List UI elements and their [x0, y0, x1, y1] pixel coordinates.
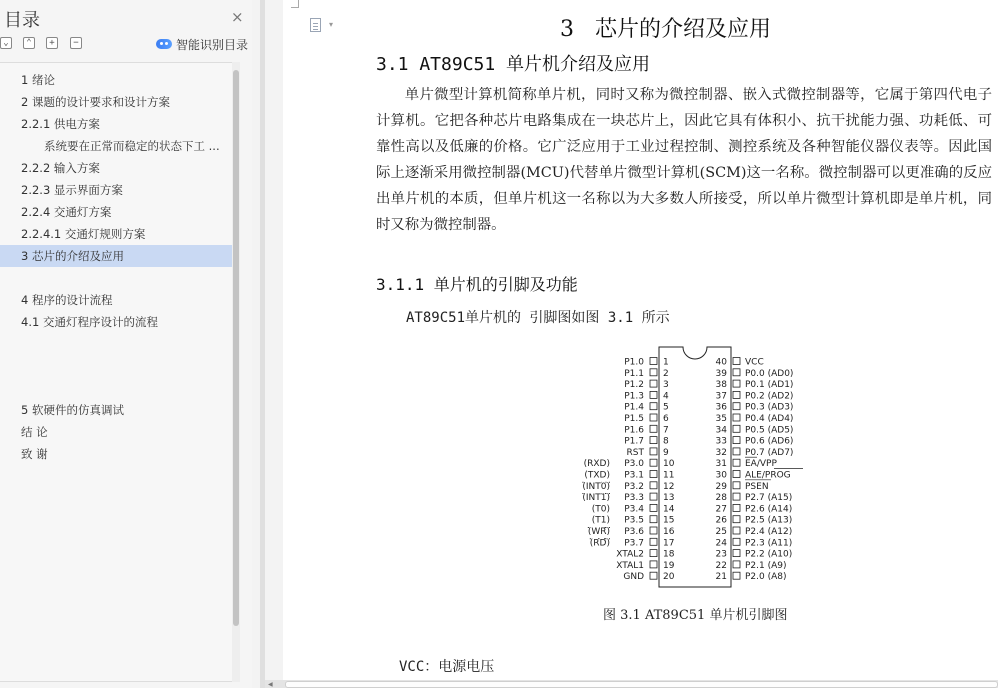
pin-pad: [650, 538, 657, 545]
pin-label: RST: [626, 447, 644, 458]
pinout-svg: [566, 343, 820, 591]
pin-number: 40: [715, 357, 727, 368]
pin-pad: [650, 380, 657, 387]
pin-number: 8: [663, 436, 669, 447]
pin-label: P3.0: [624, 459, 644, 470]
pin-pad: [733, 572, 740, 579]
pin-label: P1.0: [624, 357, 644, 368]
pin-number: 1: [663, 357, 669, 368]
toc-item[interactable]: 2.2.3 显示界面方案: [21, 183, 123, 197]
pin-pad: [650, 369, 657, 376]
pin-pad: [650, 504, 657, 511]
pin-number: 29: [715, 481, 727, 492]
pin-number: 26: [715, 515, 727, 526]
pin-label: P1.1: [624, 368, 644, 379]
pin-number: 2: [663, 368, 669, 379]
pin-label: P3.1: [624, 470, 644, 481]
figure-intro-text: AT89C51单片机的 引脚图如图 3.1 所示: [406, 310, 670, 326]
add-heading-icon[interactable]: +: [46, 37, 58, 49]
toc-item[interactable]: 2.2.1 供电方案: [21, 117, 100, 131]
heading-level-1: 3 芯片的介绍及应用: [560, 17, 771, 42]
scroll-left-arrow-icon[interactable]: ◀: [268, 681, 273, 688]
pin-alt-function: (INT1): [582, 493, 610, 504]
pin-pad: [733, 369, 740, 376]
pin-number: 9: [663, 447, 669, 458]
toc-item[interactable]: 5 软硬件的仿真调试: [21, 403, 124, 417]
pin-number: 11: [663, 470, 675, 481]
pin-pad: [733, 425, 740, 432]
pin-label: P0.0 (AD0): [745, 368, 794, 379]
pin-label: VCC: [745, 357, 764, 368]
pin-number: 36: [715, 402, 727, 413]
pin-pad: [650, 550, 657, 557]
pin-pad: [733, 482, 740, 489]
pin-alt-function: (RXD): [583, 459, 610, 470]
pin-number: 10: [663, 459, 675, 470]
heading-level-3: 3.1.1 单片机的引脚及功能: [376, 275, 578, 294]
pin-number: 23: [715, 549, 727, 560]
toc-item[interactable]: 2.2.4 交通灯方案: [21, 205, 112, 219]
pin-label: P1.5: [624, 414, 644, 424]
pin-number: 33: [715, 436, 727, 447]
figure-caption: 图 3.1 AT89C51 单片机引脚图: [603, 608, 788, 623]
pin-number: 35: [715, 414, 727, 424]
smart-toc-button[interactable]: [156, 35, 248, 53]
pin-number: 5: [663, 402, 669, 413]
body-paragraph: 单片微型计算机简称单片机，同时又称为微控制器、嵌入式微控制器等，它属于第四代电子计算机。它把各种芯片电路集成在一块芯片上，因此它具有体积小、抗干扰能力强、功耗低、可靠性高以及低廉的价格。它广泛应用于工业过程控制、测控系统及各种智能仪器仪表等。因此国际上逐渐采用微控制器(MCU)代替单片微型计算机(SCM)这一名称。微控制器可以更准确的反应出单片机的本质，但单片机这一名称以为大多数人所接受，所以单片微型计算机即是单片机，同时又称为微控制器。: [376, 87, 992, 233]
pin-label: P1.3: [624, 391, 644, 402]
pin-number: 14: [663, 504, 675, 515]
pin-number: 16: [663, 527, 675, 537]
pin-pad: [650, 459, 657, 466]
page-margin-corner-mark: [291, 0, 299, 8]
toc-item[interactable]: 致 谢: [21, 447, 48, 461]
vcc-description: VCC：电源电压: [399, 659, 495, 675]
pin-pad: [650, 414, 657, 421]
chevron-down-icon[interactable]: ▾: [329, 20, 334, 29]
pin-label: GND: [623, 572, 644, 583]
pin-pad: [650, 358, 657, 365]
pin-pad: [650, 493, 657, 500]
close-icon[interactable]: ×: [231, 8, 244, 26]
pin-number: 17: [663, 538, 675, 549]
document-icon[interactable]: [310, 18, 321, 32]
toc-item[interactable]: 4.1 交通灯程序设计的流程: [21, 315, 158, 329]
pin-pad: [733, 550, 740, 557]
pin-number: 20: [663, 572, 675, 583]
pin-label: P0.7 (AD7): [745, 447, 794, 458]
pin-number: 21: [715, 572, 727, 583]
pin-pad: [733, 459, 740, 466]
pin-number: 22: [715, 560, 727, 571]
pin-alt-function: (INT0): [582, 481, 610, 492]
pin-label: EA/VPP: [745, 459, 777, 470]
pin-pad: [733, 527, 740, 534]
pin-number: 39: [715, 368, 727, 379]
pin-number: 34: [715, 425, 727, 436]
pin-number: 13: [663, 493, 675, 504]
pin-label: P2.6 (A14): [745, 504, 793, 515]
toc-item[interactable]: 2.2.4.1 交通灯规则方案: [21, 227, 146, 241]
pin-label: PSEN: [745, 481, 769, 492]
pin-pad: [650, 527, 657, 534]
toc-list: [0, 62, 236, 682]
pin-label: P3.7: [624, 538, 644, 549]
pin-label: P3.3: [624, 493, 644, 504]
pin-pad: [650, 482, 657, 489]
pin-pad: [650, 448, 657, 455]
pin-pad: [733, 504, 740, 511]
pin-alt-function: (TXD): [584, 470, 610, 481]
pin-label: P1.6: [624, 425, 644, 436]
pin-label: P2.0 (A8): [745, 572, 787, 583]
outline-title: 目录: [4, 10, 40, 31]
pin-pad: [733, 380, 740, 387]
pin-label: P2.1 (A9): [745, 560, 787, 571]
pin-pad: [650, 572, 657, 579]
pin-number: 25: [715, 527, 727, 537]
toc-item[interactable]: 结 论: [21, 425, 48, 439]
pin-pad: [733, 391, 740, 398]
pin-number: 6: [663, 414, 669, 424]
pin-label: P2.5 (A13): [745, 515, 793, 526]
remove-heading-icon[interactable]: −: [70, 37, 82, 49]
pin-label: P1.4: [624, 402, 644, 413]
pin-pad: [733, 448, 740, 455]
pin-pad: [650, 516, 657, 523]
outline-panel: [0, 0, 252, 688]
pin-number: 38: [715, 380, 727, 391]
pin-label: P0.5 (AD5): [745, 425, 794, 436]
pin-label: P0.3 (AD3): [745, 402, 794, 413]
pin-label: ALE/PROG: [745, 470, 791, 481]
pin-pad: [733, 516, 740, 523]
toc-scrollbar-thumb[interactable]: [233, 70, 239, 626]
ai-robot-icon: [156, 39, 172, 49]
pin-pad: [733, 471, 740, 478]
pin-alt-function: (T1): [591, 515, 610, 526]
toc-item[interactable]: 系统要在正常而稳定的状态下工 ...: [44, 139, 220, 153]
toc-item[interactable]: 4 程序的设计流程: [21, 293, 113, 307]
pin-number: 24: [715, 538, 727, 549]
pin-number: 4: [663, 391, 669, 402]
pin-pad: [733, 561, 740, 568]
heading-level-2: 3.1 AT89C51 单片机介绍及应用: [376, 54, 651, 75]
pin-number: 15: [663, 515, 675, 526]
pin-number: 30: [715, 470, 727, 481]
pin-label: P2.3 (A11): [745, 538, 793, 549]
pin-number: 37: [715, 391, 727, 402]
pin-label: XTAL2: [616, 549, 644, 560]
pin-pad: [650, 471, 657, 478]
pin-number: 12: [663, 481, 675, 492]
pin-pad: [733, 437, 740, 444]
pin-pad: [650, 403, 657, 410]
pin-label: P0.6 (AD6): [745, 436, 794, 447]
pin-alt-function: (RD): [589, 538, 610, 549]
toc-item[interactable]: 1 绪论: [21, 73, 55, 87]
pin-label: P3.5: [624, 515, 644, 526]
pin-pad: [733, 358, 740, 365]
pin-pad: [650, 561, 657, 568]
toc-item[interactable]: 2.2.2 输入方案: [21, 161, 100, 175]
pin-number: 7: [663, 425, 669, 436]
pinout-diagram: [566, 343, 820, 591]
pin-label: P3.2: [624, 481, 644, 492]
pin-pad: [650, 437, 657, 444]
pin-pad: [650, 425, 657, 432]
pin-label: P2.4 (A12): [745, 527, 793, 537]
pin-number: 32: [715, 447, 727, 458]
pin-pad: [650, 391, 657, 398]
collapse-all-icon[interactable]: ⌄: [0, 37, 12, 49]
pin-alt-function: (WR): [587, 527, 610, 537]
pin-pad: [733, 403, 740, 410]
pin-pad: [733, 538, 740, 545]
horizontal-scrollbar-thumb[interactable]: [285, 681, 998, 688]
pin-number: 18: [663, 549, 675, 560]
toc-item[interactable]: 2 课题的设计要求和设计方案: [21, 95, 170, 109]
pin-label: P0.4 (AD4): [745, 414, 794, 424]
pin-label: P3.4: [624, 504, 644, 515]
pin-number: 3: [663, 380, 669, 391]
pin-number: 27: [715, 504, 727, 515]
pin-alt-function: (T0): [591, 504, 610, 515]
pin-label: P0.1 (AD1): [745, 380, 794, 391]
pin-label: P3.6: [624, 527, 644, 537]
panel-splitter[interactable]: [260, 0, 265, 688]
pin-number: 28: [715, 493, 727, 504]
pin-label: P2.2 (A10): [745, 549, 793, 560]
toc-item-active[interactable]: 3 芯片的介绍及应用: [0, 245, 232, 267]
pin-number: 31: [715, 459, 727, 470]
expand-up-icon[interactable]: ⌃: [23, 37, 35, 49]
pin-label: P1.7: [624, 436, 644, 447]
pin-number: 19: [663, 560, 675, 571]
pin-label: XTAL1: [616, 560, 644, 571]
pin-pad: [733, 414, 740, 421]
pin-label: P1.2: [624, 380, 644, 391]
pin-label: P0.2 (AD2): [745, 391, 794, 402]
pin-label: P2.7 (A15): [745, 493, 793, 504]
pin-pad: [733, 493, 740, 500]
smart-toc-label: 智能识别目录: [176, 37, 249, 52]
